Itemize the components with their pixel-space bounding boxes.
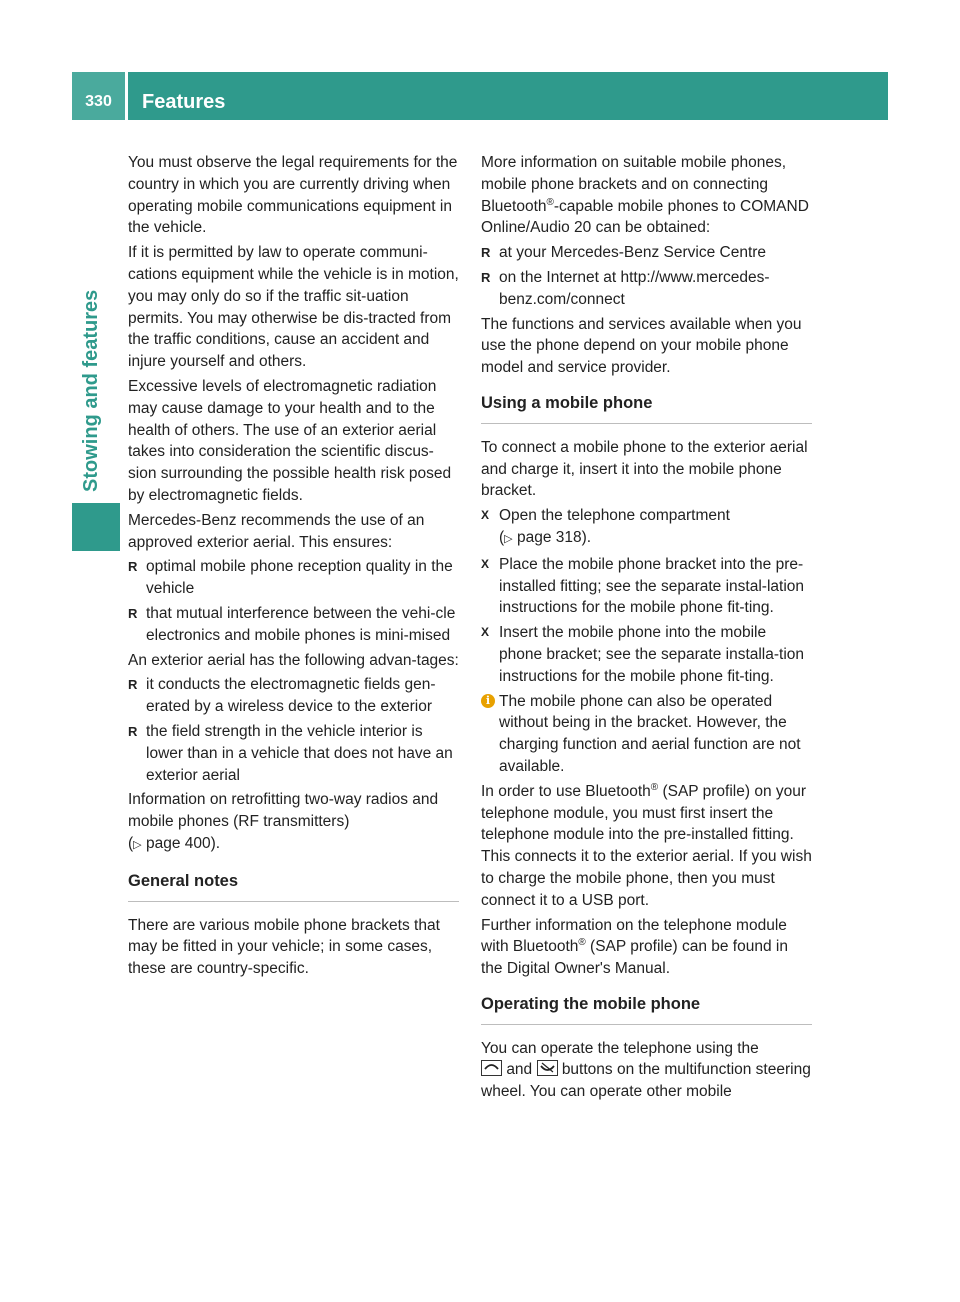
paragraph: Mercedes-Benz recommends the use of an approved exterior aerial. This ensures:	[128, 511, 425, 551]
info-icon: i	[481, 694, 495, 708]
paragraph	[481, 1038, 812, 1103]
info-note	[481, 691, 812, 778]
list-item-text: optimal mobile phone reception quality in the vehicle	[146, 558, 453, 598]
paragraph: The functions and services available when you use the phone depend on your mobile phone model and service provider.	[481, 315, 802, 377]
paragraph: You must observe the legal requirements for the country in which you are currently driving when operating mobile communications equipment in the vehicle.	[128, 154, 458, 237]
registered-mark: ®	[650, 781, 659, 793]
paragraph: Excessive levels of electromagnetic radiation may cause damage to your health and to the health of others. The use of an exterior aerial takes into consideration the scientific discus-sion surrounding the possible health risk posed by electromagnetic fields.	[128, 377, 452, 504]
page-reference-link[interactable]	[499, 529, 591, 546]
registered-mark: ®	[546, 196, 554, 208]
heading-general-notes: General notes	[128, 871, 459, 902]
paragraph-text: In order to use Bluetooth	[481, 782, 651, 800]
page-reference-link[interactable]	[128, 835, 220, 852]
paragraph: If it is permitted by law to operate communi-cations equipment while the vehicle is in motion, you may only do so if the traffic sit-uation permits. You may otherwise be dis-tracted from the traffic conditions, cause an accident and injure yourself and others.	[128, 244, 459, 371]
info-text: The mobile phone can also be operated without being in the bracket. However, the charging function and aerial function are not available.	[499, 692, 801, 775]
list-item-text: at your Mercedes-Benz Service Centre	[499, 244, 767, 262]
step-text: Place the mobile phone bracket into the pre-installed fitting; see the separate instal-lation instructions for the mobile phone fit-ting.	[499, 555, 805, 617]
paragraph-text: You can operate the telephone using the	[481, 1039, 759, 1057]
paragraph-text: Information on retrofitting two-way radios and mobile phones (RF transmitters)	[128, 791, 439, 831]
paragraph	[128, 789, 459, 856]
list-item-text: on the Internet at http://www.mercedes-benz.com/connect	[499, 268, 770, 308]
bullet-icon: R	[481, 245, 491, 261]
step-item	[481, 505, 812, 551]
paragraph-text: buttons on the multifunction steering wheel. You can operate other mobile	[481, 1061, 811, 1101]
step-item	[481, 554, 812, 619]
ref-text: page 400).	[145, 834, 221, 852]
heading-operating-mobile-phone: Operating the mobile phone	[481, 994, 812, 1025]
paragraph: There are various mobile phone brackets that may be fitted in your vehicle; in some cases, these are country-specific.	[128, 916, 440, 978]
list-item	[481, 242, 812, 264]
right-column	[481, 152, 812, 1106]
step-text: Open the telephone compartment	[499, 507, 730, 525]
ref-paren: (	[128, 834, 134, 852]
bullet-icon: R	[128, 605, 138, 621]
heading-using-mobile-phone: Using a mobile phone	[481, 393, 812, 424]
page-number: 330	[72, 72, 125, 120]
paragraph	[481, 781, 812, 912]
section-title: Features	[142, 91, 226, 113]
list-item	[481, 267, 812, 311]
phone-pickup-button-icon	[481, 1060, 502, 1076]
bullet-icon: R	[128, 723, 138, 739]
list-item-text: that mutual interference between the vehi-cle electronics and mobile phones is mini-mised	[146, 604, 456, 644]
bullet-icon: R	[128, 559, 138, 575]
bullet-icon: R	[128, 677, 138, 693]
phone-hangup-button-icon	[537, 1060, 558, 1076]
step-item	[481, 622, 812, 687]
bullet-icon: R	[481, 269, 491, 285]
step-arrow-icon: X	[481, 508, 490, 523]
registered-mark: ®	[578, 937, 586, 949]
step-text: Insert the mobile phone into the mobile phone bracket; see the separate installa-tion instructions for the mobile phone fit-ting.	[499, 624, 805, 685]
paragraph: An exterior aerial has the following advan-tages:	[128, 651, 459, 669]
side-tab-marker	[72, 503, 120, 551]
list-item-text: the field strength in the vehicle interior is lower than in a vehicle that does not have an exterior aerial	[146, 722, 453, 784]
step-arrow-icon: X	[481, 625, 490, 640]
list-item	[128, 721, 459, 786]
paragraph-text: Further information on the telephone module with Bluetooth	[481, 916, 787, 956]
step-arrow-icon: X	[481, 556, 490, 571]
list-item	[128, 603, 459, 647]
paragraph	[481, 152, 812, 239]
paragraph-text: and	[506, 1061, 533, 1079]
left-column	[128, 152, 459, 983]
paragraph: To connect a mobile phone to the exterior aerial and charge it, insert it into the mobile phone bracket.	[481, 438, 808, 500]
list-item	[128, 556, 459, 600]
paragraph-text: More information on suitable mobile phones, mobile phone brackets and on connecting Bluetooth	[481, 154, 787, 215]
paragraph-text: -capable mobile phones to COMAND Online/Audio 20 can be obtained:	[481, 197, 809, 237]
paragraph-text: (SAP profile) on your telephone module, you must first insert the telephone module into the pre-installed fitting. This connects it to the exterior aerial. If you wish to charge the mobile phone, then you must connect it to a USB port.	[481, 782, 812, 909]
list-item	[128, 674, 459, 718]
ref-paren: (	[499, 528, 505, 546]
side-tab-label: Stowing and features	[80, 289, 102, 492]
list-item-text: it conducts the electromagnetic fields gen-erated by a wireless device to the exterior	[146, 676, 436, 716]
paragraph	[481, 915, 812, 980]
header-divider	[125, 72, 128, 120]
page-header	[72, 72, 888, 120]
ref-text: page 318).	[516, 528, 592, 546]
ref-arrow-icon: ▷	[133, 838, 142, 851]
ref-arrow-icon: ▷	[504, 532, 513, 545]
paragraph-text: (SAP profile) can be found in the Digital Owner's Manual.	[481, 938, 788, 978]
